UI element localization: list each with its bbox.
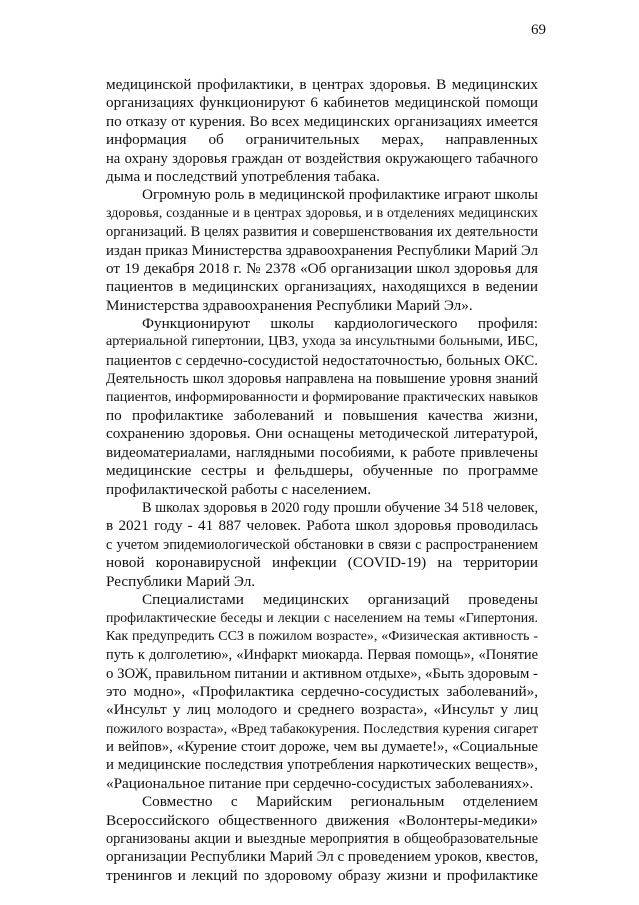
text-line: это модно», «Профилактика сердечно-сосудистых заболеваний», xyxy=(106,682,538,700)
text-line: организации Республики Марий Эл с проведением уроков, квестов, xyxy=(106,849,539,866)
text-line: здоровья, созданные и в центрах здоровья, и в отделениях медицинских xyxy=(106,205,538,221)
text-line: Огромную роль в медицинской профилактике играют школы xyxy=(142,186,538,204)
text-line: новой коронавирусной инфекции (COVID-19) на территории xyxy=(106,554,538,572)
text-line: видеоматериалами, наглядными пособиями, к работе привлечены xyxy=(106,443,538,461)
text-line: Республики Марий Эл. xyxy=(106,572,256,590)
text-line: организаций. В целях развития и совершенствования их деятельности xyxy=(106,224,538,241)
text-line: пациентов, информированности и формирование практических навыков xyxy=(106,389,538,405)
text-line: от 19 декабря 2018 г. № 2378 «Об организации школ здоровья для xyxy=(106,259,538,277)
text-line: в 2021 году - 41 887 человек. Работа школ здоровья проводилась xyxy=(106,517,538,535)
text-line: пациентов с сердечно-сосудистой недостаточностью, больных ОКС. xyxy=(106,352,538,369)
text-line: и вейпов», «Курение стоит дороже, чем вы думаете!», «Социальные xyxy=(106,739,538,756)
text-line: Как предупредить ССЗ в пожилом возрасте», «Физическая активность - xyxy=(106,628,538,644)
text-line: пациентов в медицинских организациях, находящихся в ведении xyxy=(106,278,538,296)
text-line: тренингов и лекций по здоровому образу жизни и профилактике xyxy=(106,866,538,884)
text-line: «Инсульт у лиц молодого и среднего возраста», «Инсульт у лиц xyxy=(106,701,538,719)
text-line: пожилого возраста», «Вред табакокурения. Последствия курения сигарет xyxy=(106,720,538,736)
text-line: медицинские сестры и фельдшеры, обученные по программе xyxy=(106,462,538,480)
text-line: Функционируют школы кардиологического профиля: xyxy=(142,315,538,333)
text-line: медицинской профилактики, в центрах здоровья. В медицинских xyxy=(106,76,538,93)
text-line: профилактические беседы и лекции с населением на темы «Гипертония. xyxy=(106,610,538,626)
text-line: сохранению здоровья. Они оснащены методической литературой, xyxy=(106,425,538,443)
text-line: с учетом эпидемиологической обстановки в связи с распространением xyxy=(106,536,538,553)
text-line: Совместно с Марийским региональным отделением xyxy=(142,793,538,811)
text-line: организованы акции и выездные мероприятия в общеобразовательные xyxy=(106,831,538,848)
text-line: Специалистами медицинских организаций проведены xyxy=(142,590,538,608)
text-line: по отказу от курения. Во всех медицинских организациях имеется xyxy=(106,112,538,130)
text-line: путь к долголетию», «Инфаркт миокарда. Первая помощь», «Понятие xyxy=(106,647,538,664)
text-line: Министерства здравоохранения Республики Марий Эл». xyxy=(106,296,473,314)
text-line: на охрану здоровья граждан от воздействия окружающего табачного xyxy=(106,150,538,167)
text-line: о ЗОЖ, правильном питании и активном отдыхе», «Быть здоровым - xyxy=(106,665,538,682)
text-line: организациях функционируют 6 кабинетов медицинской помощи xyxy=(106,94,538,112)
body-text xyxy=(106,76,538,885)
text-line: «Рациональное питание при сердечно-сосудистых заболеваниях». xyxy=(106,774,534,792)
text-line: профилактической работы с населением. xyxy=(106,480,372,498)
text-line: артериальной гипертонии, ЦВЗ, ухода за инсультными больными, ИБС, xyxy=(106,334,538,350)
text-line: В школах здоровья в 2020 году прошли обучение 34 518 человек, xyxy=(142,499,538,516)
text-line: издан приказ Министерства здравоохранения Республики Марий Эл xyxy=(106,242,538,259)
text-line: по профилактике заболеваний и повышения качества жизни, xyxy=(106,407,538,425)
text-line: и медицинские последствия употребления наркотических веществ», xyxy=(106,757,538,774)
text-line: Всероссийского общественного движения «Волонтеры-медики» xyxy=(106,811,538,829)
text-line: Деятельность школ здоровья направлена на повышение уровня знаний xyxy=(106,371,538,388)
page-number: 69 xyxy=(531,22,546,38)
text-line: дыма и последствий употребления табака. xyxy=(106,167,380,185)
text-line: информация об ограничительных мерах, направленных xyxy=(106,131,538,149)
